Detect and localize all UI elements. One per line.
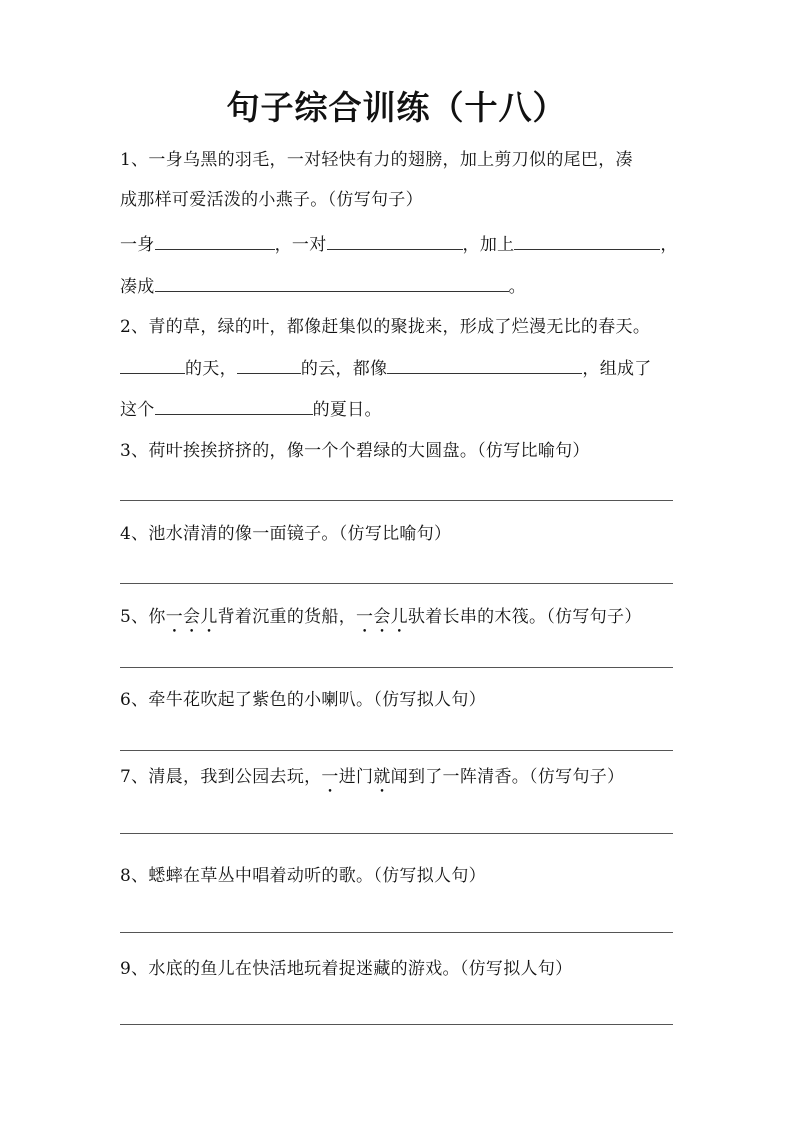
q9-answer-line[interactable] — [120, 1024, 673, 1025]
q5-prompt — [120, 606, 642, 637]
q6-prompt: 6、牵牛花吹起了紫色的小喇叭。（仿写拟人句） — [120, 690, 486, 710]
q5-text: 驮着长串的木筏。（仿写句子） — [407, 607, 642, 627]
q2-fill-text: 的云，都像 — [300, 359, 388, 379]
q1-fill-text: ， — [660, 235, 678, 255]
q1-fill-line1 — [120, 232, 678, 256]
q3-prompt: 3、荷叶挨挨挤挤的，像一个个碧绿的大圆盘。（仿写比喻句） — [120, 441, 590, 461]
q2-fill-line2 — [120, 397, 382, 421]
q6-answer-line[interactable] — [120, 750, 673, 751]
q4-prompt: 4、池水清清的像一面镜子。（仿写比喻句） — [120, 524, 452, 544]
q5-emphasis: 一会儿 — [165, 607, 218, 627]
q1-blank-4[interactable] — [155, 274, 509, 292]
q5-emphasis: 一会儿 — [356, 607, 408, 627]
q2-blank-2[interactable] — [237, 356, 301, 374]
q5-answer-line[interactable] — [120, 667, 673, 668]
q4-answer-line[interactable] — [120, 583, 673, 584]
q3-answer-line[interactable] — [120, 500, 673, 501]
q7-prompt — [120, 766, 624, 797]
q7-text: 闻到了一阵清香。（仿写句子） — [390, 767, 625, 787]
q1-blank-2[interactable] — [327, 232, 463, 250]
q2-blank-4[interactable] — [155, 397, 313, 415]
q8-answer-line[interactable] — [120, 932, 673, 933]
q2-blank-1[interactable] — [120, 356, 185, 374]
q7-text: 进门 — [338, 767, 374, 787]
q2-prompt: 2、青的草，绿的叶，都像赶集似的聚拢来，形成了烂漫无比的春天。 — [120, 317, 651, 337]
q2-fill-text: 的夏日。 — [312, 400, 382, 420]
q8-prompt: 8、蟋蟀在草丛中唱着动听的歌。（仿写拟人句） — [120, 866, 486, 886]
q2-fill-text: 这个 — [120, 400, 155, 420]
q7-emphasis: 就 — [373, 767, 391, 787]
q2-blank-3[interactable] — [387, 356, 582, 374]
q7-emphasis: 一 — [321, 767, 339, 787]
q7-text: 7、清晨，我到公园去玩， — [120, 767, 322, 787]
q1-blank-3[interactable] — [514, 232, 660, 250]
q1-prompt-line2: 成那样可爱活泼的小燕子。（仿写句子） — [120, 190, 423, 210]
q1-fill-line2 — [120, 274, 526, 298]
q5-text: 背着沉重的货船， — [217, 607, 357, 627]
q5-text: 5、你 — [120, 607, 166, 627]
q1-fill-text: 一身 — [120, 235, 155, 255]
q2-fill-line1 — [120, 356, 652, 380]
q2-fill-text: ，组成了 — [582, 359, 652, 379]
q1-fill-text: 凑成 — [120, 277, 155, 297]
q2-fill-text: 的天， — [185, 359, 237, 379]
q1-fill-text: ，加上 — [462, 235, 515, 255]
q1-fill-text: ，一对 — [274, 235, 327, 255]
page-title: 句子综合训练（十八） — [226, 88, 567, 127]
q9-prompt: 9、水底的鱼儿在快活地玩着捉迷藏的游戏。（仿写拟人句） — [120, 959, 573, 979]
q1-fill-text: 。 — [508, 277, 526, 297]
q1-prompt-line1: 1、一身乌黑的羽毛，一对轻快有力的翅膀，加上剪刀似的尾巴，凑 — [120, 150, 633, 170]
q7-answer-line[interactable] — [120, 833, 673, 834]
q1-blank-1[interactable] — [155, 232, 275, 250]
